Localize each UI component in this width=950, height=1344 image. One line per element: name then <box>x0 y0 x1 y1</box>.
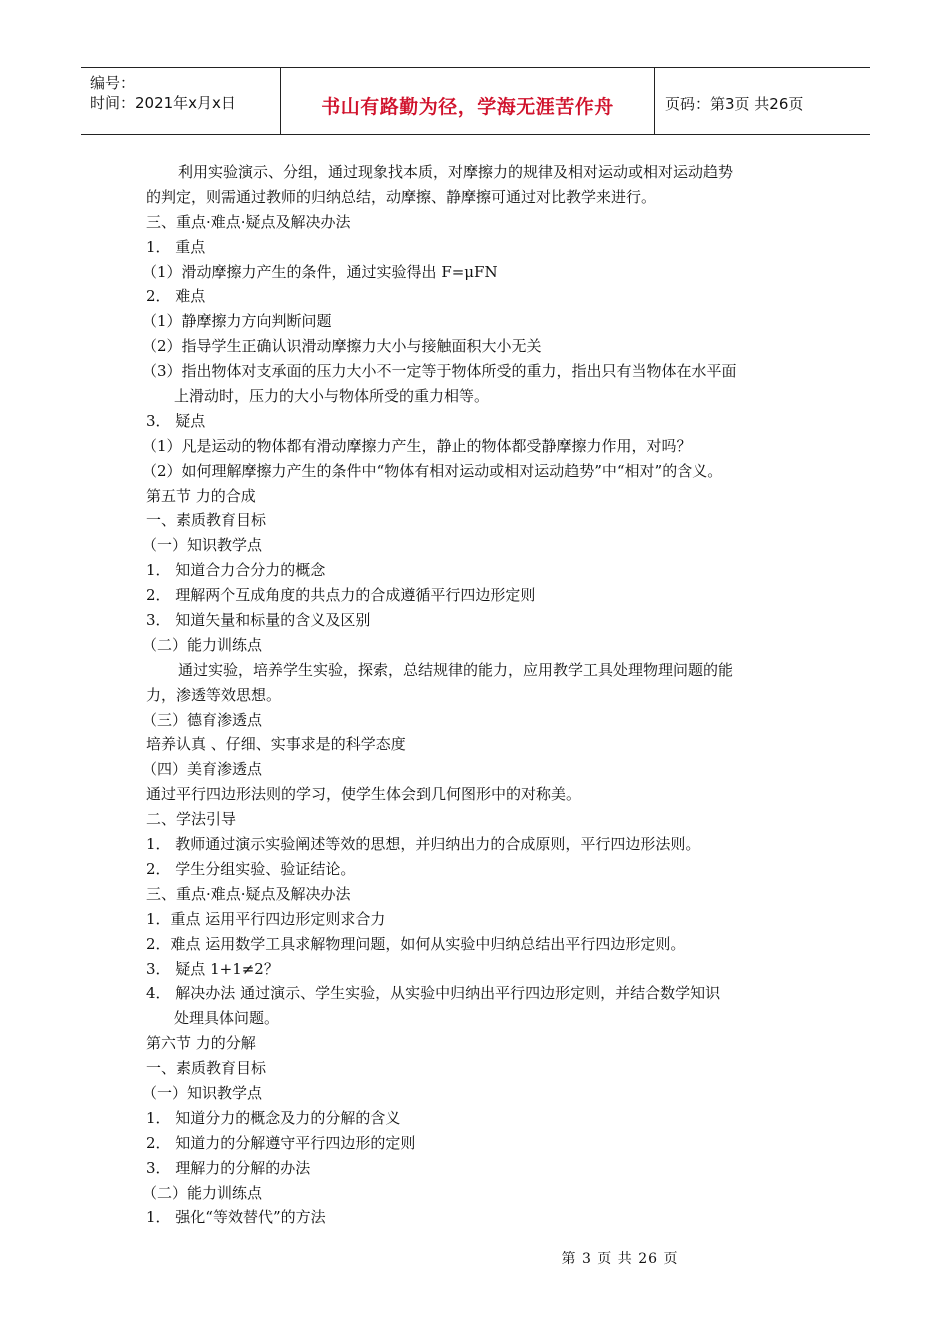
subsection-heading: （一）知识教学点 <box>142 1083 263 1102</box>
paragraph-line: 通过实验，培养学生实验，探索，总结规律的能力，应用教学工具处理物理问题的能 <box>178 660 734 679</box>
list-item: 1． 知道分力的概念及力的分解的含义 <box>146 1108 401 1127</box>
list-item: 1． 强化“等效替代”的方法 <box>146 1208 326 1227</box>
list-item: （1）静摩擦力方向判断问题 <box>142 312 332 331</box>
header-motto-cell <box>281 68 655 134</box>
document-body <box>142 160 826 1230</box>
section-heading: 第六节 力的分解 <box>146 1034 256 1053</box>
list-item: 2． 学生分组实验、验证结论。 <box>146 859 356 878</box>
motto: 书山有路勤为径，学海无涯苦作舟 <box>321 96 614 118</box>
doc-number-label: 编号： <box>90 74 136 92</box>
list-item: 1． 知道合力合分力的概念 <box>146 561 326 580</box>
list-item-continuation: 上滑动时，压力的大小与物体所受的重力相等。 <box>174 387 490 406</box>
list-item: 1． 重点 <box>146 237 206 256</box>
subsection-heading: （三）德育渗透点 <box>142 710 263 729</box>
header-page-cell <box>655 68 870 134</box>
paragraph-line: 利用实验演示、分组，通过现象找本质，对摩擦力的规律及相对运动或相对运动趋势 <box>178 163 734 181</box>
page-footer <box>0 1248 950 1268</box>
page-header <box>81 67 870 135</box>
list-item: 4． 解决办法 通过演示、学生实验，从实验中归纳出平行四边形定则，并结合数学知识 <box>146 984 721 1003</box>
list-item: （1）凡是运动的物体都有滑动摩擦力产生，静止的物体都受静摩擦力作用，对吗？ <box>142 436 692 455</box>
list-item: （1）滑动摩擦力产生的条件，通过实验得出 F=μFN <box>142 262 498 281</box>
time-label: 时间：2021年x月x日 <box>90 94 236 112</box>
list-item: （2）如何理解摩擦力产生的条件中“物体有相对运动或相对运动趋势”中“相对”的含义。 <box>142 461 723 480</box>
section-heading: 二、学法引导 <box>146 810 237 829</box>
header-meta-cell <box>81 68 281 134</box>
paragraph-line: 培养认真 、仔细、实事求是的科学态度 <box>146 735 406 754</box>
list-item: （2）指导学生正确认识滑动摩擦力大小与接触面积大小无关 <box>142 337 542 356</box>
subsection-heading: （二）能力训练点 <box>142 635 263 654</box>
section-heading: 三、重点·难点·疑点及解决办法 <box>146 212 351 231</box>
subsection-heading: （一）知识教学点 <box>142 536 263 555</box>
footer-page-number: 第 3 页 共 26 页 <box>561 1251 679 1267</box>
section-heading: 一、素质教育目标 <box>146 511 267 530</box>
list-item: 3． 疑点 <box>146 411 206 430</box>
paragraph-line: 的判定，则需通过教师的归纳总结，动摩擦、静摩擦可通过对比教学来进行。 <box>146 187 657 206</box>
list-item: （3）指出物体对支承面的压力大小不一定等于物体所受的重力，指出只有当物体在水平面 <box>142 362 737 381</box>
page-info: 页码：第3页 共26页 <box>665 95 804 113</box>
paragraph-line: 力，渗透等效思想。 <box>146 685 282 704</box>
section-heading: 一、素质教育目标 <box>146 1059 267 1078</box>
list-item: 2．难点 运用数学工具求解物理问题，如何从实验中归纳总结出平行四边形定则。 <box>146 934 686 953</box>
list-item: 1．重点 运用平行四边形定则求合力 <box>146 909 386 928</box>
list-item: 2． 难点 <box>146 287 206 306</box>
subsection-heading: （四）美育渗透点 <box>142 760 263 779</box>
section-heading: 第五节 力的合成 <box>146 486 256 505</box>
list-item: 3． 理解力的分解的办法 <box>146 1158 311 1177</box>
list-item: 3． 疑点 1+1≠2？ <box>146 959 279 978</box>
list-item-continuation: 处理具体问题。 <box>174 1009 280 1028</box>
list-item: 3． 知道矢量和标量的含义及区别 <box>146 611 371 630</box>
paragraph-line: 通过平行四边形法则的学习，使学生体会到几何图形中的对称美。 <box>146 785 582 804</box>
list-item: 2． 理解两个互成角度的共点力的合成遵循平行四边形定则 <box>146 586 536 605</box>
section-heading: 三、重点·难点·疑点及解决办法 <box>146 884 351 903</box>
list-item: 1． 教师通过演示实验阐述等效的思想，并归纳出力的合成原则，平行四边形法则。 <box>146 835 701 854</box>
subsection-heading: （二）能力训练点 <box>142 1183 263 1202</box>
list-item: 2． 知道力的分解遵守平行四边形的定则 <box>146 1133 416 1152</box>
